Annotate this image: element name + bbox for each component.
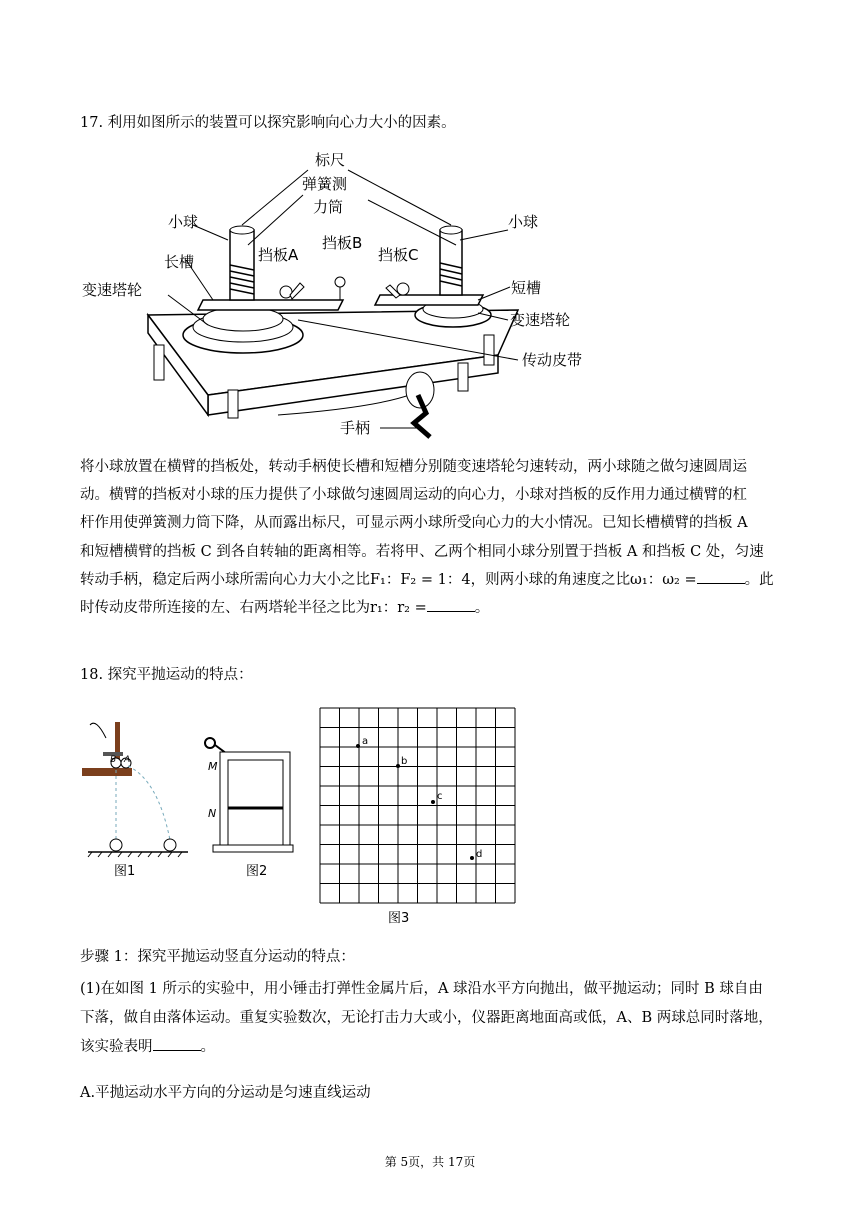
answer-blank-omega[interactable]: [697, 569, 745, 584]
page-footer: 第 5页，共 17页: [384, 1155, 476, 1169]
label-tower-right: 变速塔轮: [510, 311, 571, 329]
paragraph-line: 杆作用使弹簧测力筒下降，从而露出标尺，可显示两小球所受向心力的大小情况。已知长槽横臂的挡板 A: [80, 515, 748, 532]
part-1-tail: 。: [200, 1039, 215, 1055]
question-18-title: 18. 探究平抛运动的特点：: [80, 667, 253, 683]
centripetal-force-apparatus-figure: [78, 145, 638, 445]
point-b-label: b: [401, 756, 408, 767]
label-baffle-c: 挡板C: [378, 246, 419, 264]
label-ball-left: 小球: [168, 213, 199, 231]
answer-blank-part1[interactable]: [153, 1036, 201, 1051]
figure-1-caption: 图1: [114, 864, 136, 879]
label-tower-left: 变速塔轮: [82, 281, 143, 299]
paragraph-line: 和短槽横臂的挡板 C 到各自转轴的距离相等。若将甲、乙两个相同小球分别置于挡板 A 和挡板 C 处，匀速: [80, 543, 764, 560]
paragraph-tail: 。: [474, 600, 490, 617]
figure-3-points: [356, 736, 482, 860]
point-a-label: a: [362, 736, 369, 747]
label-baffle-b: 挡板B: [322, 234, 363, 252]
figure-1: [82, 722, 188, 879]
projectile-figures: [78, 700, 578, 930]
part-1-line: [80, 1033, 780, 1062]
part-1-text: [80, 975, 780, 1062]
paragraph-line: 动。横臂的挡板对小球的压力提供了小球做匀速圆周运动的向心力，小球对挡板的反作用力通过横臂的杠: [80, 487, 747, 504]
question-17-paragraph: [80, 453, 780, 622]
part-1-stem: 该实验表明: [80, 1039, 153, 1055]
label-spring-2: 力筒: [313, 198, 344, 216]
label-baffle-a: 挡板A: [258, 246, 299, 264]
label-short-groove: 短槽: [511, 279, 542, 297]
figure-3-caption: 图3: [388, 911, 410, 926]
ratio-omega-text: 转动手柄，稳定后两小球所需向心力大小之比F₁：F₂ = 1：4，则两小球的角速度之比ω₁：ω₂ =: [80, 571, 697, 588]
label-belt: 传动皮带: [522, 351, 583, 369]
figure-2-caption: 图2: [246, 864, 268, 879]
answer-blank-radius[interactable]: [427, 597, 475, 612]
question-17-title: 17. 利用如图所示的装置可以探究影响向心力大小的因素。: [80, 115, 456, 131]
part-1-line: (1)在如图 1 所示的实验中，用小锤击打弹性金属片后，A 球沿水平方向抛出，做平抛运动；同时 B 球自由: [80, 981, 763, 997]
ratio-radius-text: 时传动皮带所连接的左、右两塔轮半径之比为r₁：r₂ =: [80, 600, 427, 617]
point-c-label: c: [437, 791, 443, 802]
fig2-label-m: M: [208, 760, 218, 773]
label-ball-right: 小球: [508, 213, 539, 231]
paragraph-line: [80, 594, 780, 622]
figure-2: [205, 738, 293, 879]
part-1-line: 下落，做自由落体运动。重复实验数次，无论打击力大或小，仪器距离地面高或低，A、B 两球总同时落地，: [80, 1010, 773, 1026]
fig1-label-b: B: [110, 755, 117, 765]
step-1-heading: 步骤 1：探究平抛运动竖直分运动的特点：: [80, 949, 355, 965]
label-spring-1: 弹簧测: [302, 175, 348, 193]
paragraph-line: 将小球放置在横臂的挡板处，转动手柄使长槽和短槽分别随变速塔轮匀速转动，两小球随之做匀速圆周运: [80, 459, 747, 475]
label-ruler: 标尺: [315, 151, 346, 169]
label-handle: 手柄: [340, 419, 371, 437]
paragraph-line: [80, 566, 780, 594]
label-long-groove: 长槽: [164, 253, 195, 271]
figure-3-grid: [320, 708, 515, 903]
fig2-label-n: N: [208, 807, 217, 820]
fig1-label-a: A: [124, 755, 131, 765]
option-a[interactable]: A.平抛运动水平方向的分运动是匀速直线运动: [80, 1085, 371, 1101]
paragraph-tail: 。此: [744, 571, 774, 588]
point-d-label: d: [476, 849, 483, 860]
